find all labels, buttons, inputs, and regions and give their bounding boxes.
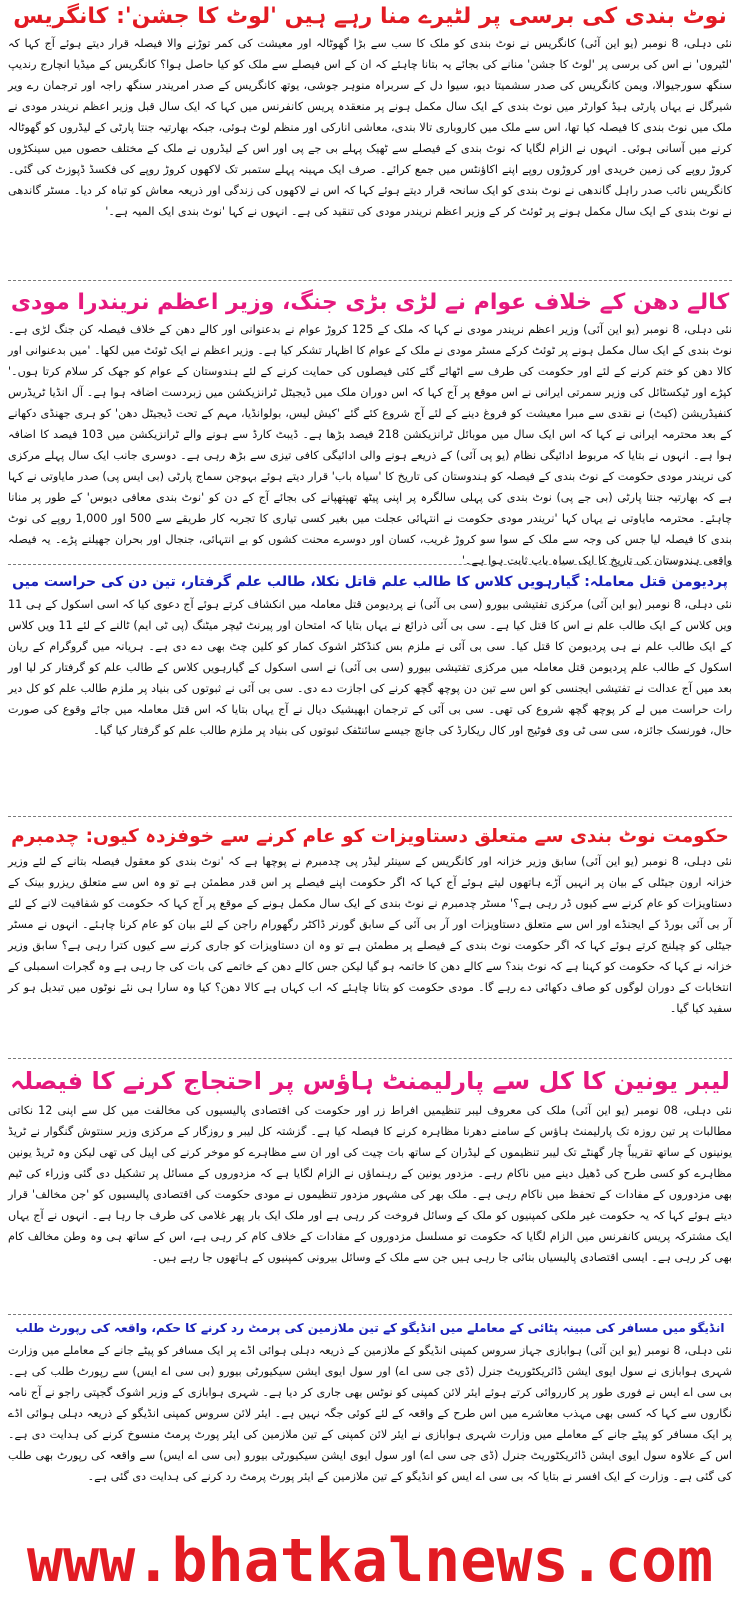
headline-indigo-assault: انڈیگو میں مسافر کی مبینہ پٹائی کے معاملے میں انڈیگو کے تین ملازمین کی پرمٹ رد کرنے کا حکم، واقعہ کی رپورٹ طلب [15, 1321, 725, 1335]
divider [8, 1314, 732, 1315]
headline-pradyuman-case: پردیومن قتل معاملہ: گیارہویں کلاس کا طالب علم قاتل نکلا، طالب علم گرفتار، تین دن کی حراست میں [12, 574, 728, 590]
website-footer: www.bhatkalnews.com [26, 1526, 714, 1596]
article-demonetisation-congress [8, 4, 732, 276]
body-pradyuman-case: نئی دہلی، 8 نومبر (یو این آئی) مرکزی تفتیشی بیورو (سی بی آئی) نے پردیومن قتل معاملہ میں انکشاف کرتے ہوئے آج دعوی کیا کہ اسی اسکول کے ہی 11 ویں کلاس کے ایک طالب علم نے اس کا قتل کیا ہے۔ سی بی آئی ذرائع نے یہاں بتایا کہ امتحان اور پیرنٹ ٹیچر میٹنگ (پی ٹی ایم) ٹالنے کے لئے 11 ویں کلاس کے ایک طالب علم نے ہی پردیومن کا قتل کیا۔ سی بی آئی نے ملزم بس کنڈکٹر اشوک کمار کو کلین چٹ بھی دے دی ہے۔ ہریانہ میں گروگرام کے ریان اسکول کے طالب علم پردیومن قتل معاملہ میں مرکزی تفتیشی بیورو (سی بی آئی) نے اسی اسکول کے گیارہویں کلاس کے طالب علم کو گرفتار کر لیا اور بعد میں آج عدالت نے تفتیشی ایجنسی کو اس سے تین دن پوچھ گچھ کرنے کی اجازت دے دی۔ سی بی آئی نے ثبوتوں کی بنیاد پر ملزم طالب علم کو کل دیر رات حراست میں لے کر پوچھ گچھ شروع کی تھی۔ سی بی آئی کے ترجمان ابھیشیک دیال نے آج یہاں بتایا کہ اس قتل معاملہ میں جائے وقوع کی صورت حال، فورنسک جائزہ، سی سی ٹی وی فوٹیج اور کال ریکارڈ کی جانچ جیسے سائنٹفک ثبوتوں کی بنیاد پر ملزم طالب علم کو گرفتار کیا گیا۔ [8, 598, 732, 738]
headline-labour-union: لیبر یونین کا کل سے پارلیمنٹ ہاؤس پر احتجاج کرنے کا فیصلہ [10, 1067, 730, 1095]
body-chidambaram: نئی دہلی، 8 نومبر (یو این آئی) سابق وزیر خزانہ اور کانگریس کے سینئر لیڈر پی چدمبرم نے پوچھا ہے کہ 'نوٹ بندی کو معقول فیصلہ بتانے کے لئے وزیر خزانہ ارون جیٹلی کے بیان پر انہیں آڑے ہاتھوں لیتے ہوئے آج کہا کہ اگر حکومت اپنے فیصلے پر اس قدر مطمئن ہے تو وہ اس سے متعلق ریزرو بینک کے دستاویزات کو عام کرنے سے کیوں ڈر رہی ہے؟' مسٹر چدمبرم نے نوٹ بندی کے ایک سال مکمل ہونے کے موقع پر آج کہا کہ حکومت کو شفافیت لانے کے لئے آر بی آئی بورڈ کے ایجنڈے اور اس سے متعلق دستاویزات اور آر بی آئی کے سابق گورنر ڈاکٹر رگھورام راجن کے لئے بیان کو عام کرنا چاہئے۔ انہوں نے مسٹر جیٹلی کو چیلنج کرتے ہوئے کہا کہ اگر حکومت نوٹ بندی کے فیصلے پر مطمئن ہے تو وہ ان دستاویزات کو جاری کرنے سے کیوں کترا رہی ہے؟ سابق وزیر خزانہ نے کہا کہ حکومت کو کہنا ہے کہ نوٹ بند؟ سے کالے دھن کا خاتمہ ہو گیا لیکن جس کالے دھن کے خاتمے کی بات کی جا رہی ہے وہ گجرات اسمبلی کے انتخابات کے دوران لوگوں کو صاف دکھائی دے رہے گا۔ مودی حکومت کو بتانا چاہئے کہ اب کہاں ہے کالا دھن؟ کیا وہ سارا ہی نئے نوٹوں میں تبدیل ہو کر سفید کیا گیا۔ [8, 855, 733, 1016]
article-labour-union [8, 1068, 732, 1308]
body-indigo-assault: نئی دہلی، 8 نومبر (یو این آئی) ہوابازی جہاز سروس کمپنی انڈیگو کے ملازمین کے ذریعہ دہلی ہوائی اڈے پر ایک مسافر کو پیٹے جانے کے معاملے میں وزارت شہری ہوابازی نے سول ایوی ایشن ڈائریکٹوریٹ جنرل (ڈی جی سی اے) اور سول ایوی ایشن سیکیورٹی بیورو (بی سی اے ایس) سے رپورٹ طلب کی ہے۔ بی سی اے ایس نے فوری طور پر کارروائی کرتے ہوئے ایئر لائن کمپنی کو نوٹس بھی جاری کر دیا ہے۔ شہری ہوابازی کے وزیر اشوک گجپتی راجو نے آج نامہ نگاروں سے کہا کہ کسی بھی مہذب معاشرے میں اس طرح کے واقعہ کے لئے کوئی جگہ نہیں ہے۔ ایئر لائن سروس کمپنی انڈیگو کے ذریعہ دہلی ہوائی اڈے پر ایک مسافر کو پیٹے جانے کے معاملے میں وزارت شہری ہوابازی نے ایئر لائن کمپنی کے تین ملازمین کی ایئر پورٹ پرمٹ منسوخ کرنے کی ہدایت دی ہے۔ اس کے علاوہ سول ایوی ایشن ڈائریکٹوریٹ جنرل (ڈی جی سی اے) اور سول ایوی ایشن سیکیورٹی بیورو (بی سی اے ایس) سے واقعہ کی رپورٹ بھی طلب کی گئی ہے۔ وزارت کے ایک افسر نے بتایا کہ بی سی اے ایس کو انڈیگو کے تین ملازمین کے ایئر پورٹ پرمٹ رد کرنے کی ہدایت دی گئی ہے۔ [8, 1343, 733, 1483]
body-modi-black-money: نئی دہلی، 8 نومبر (یو این آئی) وزیر اعظم نریندر مودی نے کہا کہ ملک کے 125 کروڑ عوام نے بدعنوانی اور کالے دھن کے خلاف فیصلہ کن جنگ لڑی ہے۔ نوٹ بندی کے ایک سال مکمل ہونے پر ٹوئٹ کرکے مسٹر مودی نے ملک کے عوام کا اظہار تشکر کیا ہے۔ وزیر اعظم نے ایک ٹوئٹ میں لکھا۔ 'میں بدعنوانی اور کالا دھن کو ختم کرنے کے لئے اور حکومت کی طرف سے اٹھائے گئے کئی فیصلوں کی حمایت کرنے کے لئے ہندوستان کے عوام کو جھک کر سلام کرتا ہوں۔' کپڑے اور ٹیکسٹائل کی وزیر سمرتی ایرانی نے اس موقع پر آج کہا کہ اس دوران ملک میں ڈیجیٹل ٹرانزیکشن میں زبردست اضافہ ہوا ہے۔ آل انڈیا ٹریڈرس کنفیڈریشن (کیٹ) نے نقدی سے مبرا معیشت کو فروغ دینے کے لئے آج شروع کئے گئے 'کیش لیس، بولوانڈیا، مہم کے تحت ڈیجیٹل دھن' کو ہری جھنڈی دکھانے کے بعد محترمہ ایرانی نے کہا کہ اس ایک سال میں موبائل ٹرانزیکشن 218 فیصد بڑھا ہے۔ ڈیبٹ کارڈ سے ہونے والے ٹرانزیکشن میں 103 فیصد کا اضافہ ہوا ہے۔ انہوں نے بتایا کہ مربوط ادائیگی نظام (یو پی آئی) کے ذریعے ہونے والی ادائیگی کافی تیزی سے بڑھ رہی ہے۔ دوسری جانب ایک سال پہلے مرکزی کی نریندر مودی حکومت کے نوٹ بندی کے فیصلہ کو ہندوستان کی تاریخ کا 'سیاہ باب' قرار دیتے ہوئے بہوجن سماج پارٹی (بی ایس پی) صدر مایاوتی نے کہا ہے کہ بھارتیہ جنتا پارٹی (بی جے پی) نوٹ بندی کی پہلی سالگرہ پر اپنی پیٹھ تھپتھپانے کی بجائے آج کے دن کو 'نوٹ بندی معافی دیوس' کے طور پر منانا چاہئے۔ محترمہ مایاوتی نے یہاں کہا 'نریندر مودی حکومت نے انتہائی عجلت میں بغیر کسی تیاری کا تجربہ کار طریقے سے 500 اور 1,000 روپے کی نوٹ بندی کا فیصلہ لیا جس کی وجہ سے ملک کے سوا سو کروڑ غریب، کسان اور دوسرے محنت کشوں کو بے انتہائی، جنجال اور بحران جھیلنے پڑے۔ یہ فیصلہ واقعی ہندوستان کی تاریخ کا ایک سیاہ باب ثابت ہوا ہے۔' [8, 323, 733, 568]
headline-modi-black-money: کالے دھن کے خلاف عوام نے لڑی بڑی جنگ، وزیر اعظم نریندرا مودی [10, 290, 730, 315]
divider [8, 1058, 732, 1059]
divider [8, 280, 732, 281]
divider [8, 564, 732, 565]
article-indigo-assault [8, 1322, 732, 1522]
article-modi-black-money [8, 290, 733, 568]
body-demonetisation-congress: نئی دہلی، 8 نومبر (یو این آئی) کانگریس نے نوٹ بندی کو ملک کا سب سے بڑا گھوٹالہ اور معیشت کی کمر توڑنے والا فیصلہ قرار دیتے ہوئے آج کہا کہ 'لٹیروں' نے اس کی برسی پر 'لوٹ کا جشن' منانے کی بجائے یہ بتانا چاہئے کہ ان کے اس فیصلے سے ملک کو کیا حاصل ہوا؟ کانگریس کے میڈیا انچارج رندیپ سنگھ سورجیوالا، ویمن کانگریس کی صدر سشمیتا دیو، سیوا دل کے سربراہ منوہر جوشی، یوتھ کانگریس کے صدر امریندر سنگھ راجہ اور ترجمان رے ویر شیرگل نے یہاں پارٹی ہیڈ کوارٹر میں نوٹ بندی کے ایک سال مکمل ہونے پر منعقدہ پریس کانفرنس میں کہا کہ ایک سال قبل وزیر اعظم نریندر مودی نے ملک میں نوٹ بندی کا فیصلہ کیا تھا، اس سے ملک میں کاروباری تالا بندی، معاشی انارکی اور منظم لوٹ ہوئی، جبکہ بھارتیہ جنتا پارٹی کے لیڈروں کو گھوٹالہ کرنے میں آسانی ہوئی۔ انہوں نے الزام لگایا کہ نوٹ بندی کے فیصلے سے ٹھیک پہلے بی جے پی اور اس کے لیڈروں نے ملک کے مختلف حصوں میں سینکڑوں کروڑ روپے کی زمین خریدی اور کروڑوں روپے اپنے اکاؤنٹس میں جمع کرائے۔ صرف ایک مہینہ پہلے ستمبر تک لاکھوں کروڑ روپے کی فکسڈ ڈپوزٹ کی گئی۔ کانگریس نائب صدر راہل گاندھی نے نوٹ بندی کو ایک سانحہ قرار دیتے ہوئے کہا کہ اس نے لاکھوں کی زندگی اور ذریعہ معاش کو تباہ کر دیا۔ مسٹر گاندھی نے نوٹ بندی کے ایک سال مکمل ہونے پر ٹوئٹ کر کے وزیر اعظم نریندر مودی کی تنقید کی ہے۔ انہوں نے کہا 'نوٹ بندی ایک المیہ ہے۔' [8, 37, 732, 219]
article-chidambaram [8, 826, 732, 1052]
headline-demonetisation-congress: نوٹ بندی کی برسی پر لٹیرے منا رہے ہیں 'لوٹ کا جشن': کانگریس [13, 4, 727, 29]
body-labour-union: نئی دہلی، 08 نومبر (یو این آئی) ملک کی معروف لیبر تنظیمیں افراط زر اور حکومت کی اقتصادی پالیسیوں کی مخالفت میں کل سے اپنی 12 نکاتی مطالبات پر تین روزہ تک پارلیمنٹ ہاؤس کے سامنے دھرنا مظاہرہ کرنے کا فیصلہ کیا ہے۔ گزشتہ کل لیبر و روزگار کے مرکزی وزیر سنتوش گنگوار نے ٹریڈ یونینوں کے ساتھ تقریباً چار گھنٹے تک لیبر تنظیموں کے لیڈران کے ساتھ بات چیت کی اور ان سے مظاہرے کو موخر کرنے کی اپیل کی تھی لیکن وہ ٹریڈ یونین مظاہرے کو کسی طرح کی ڈھیل دینے میں ناکام رہے۔ مزدور یونین کے رہنماؤں نے الزام لگایا ہے کہ مزدوروں کے مسائل پر تشکیل دی گئی وزراء کی ٹیم بھی مزدوروں کے مفادات کے تحفظ میں ناکام رہی ہے۔ ملک بھر کی مشہور مزدور تنظیموں نے مودی حکومت کی اقتصادی پالیسیوں کو 'جن مخالف' قرار دیتے ہوئے کہا کہ یہ حکومت غیر ملکی کمپنیوں کو ملک کے وسائل فروخت کر رہی ہے اور ملک ایک بار پھر غلامی کی طرف جا رہا ہے۔ انہوں نے آج یہاں ایک مشترکہ پریس کانفرنس میں الزام لگایا کہ حکومت تو مسلسل مزدوروں کے مفادات کے خلاف کام کر رہی ہے، اس کے ساتھ ہی وہ وطن مخالف کام بھی کر رہی ہے۔ ایسی اقتصادی پالیسیاں بنائی جا رہی ہیں جن سے ملک کے وسائل بیرونی کمپنیوں کے ہاتھوں جا رہے ہیں۔ [8, 1103, 732, 1264]
headline-chidambaram: حکومت نوٹ بندی سے متعلق دستاویزات کو عام کرنے سے خوفزدہ کیوں: چدمبرم [11, 826, 729, 847]
article-pradyuman-case [8, 574, 732, 810]
divider [8, 816, 732, 817]
